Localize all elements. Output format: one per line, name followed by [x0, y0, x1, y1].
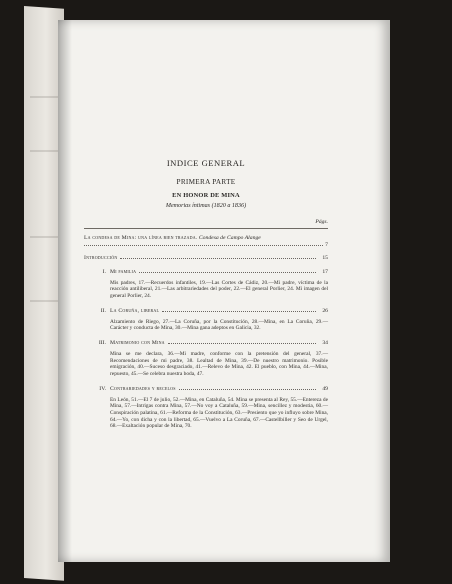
chapter-page: 49 — [322, 385, 328, 392]
chapter-page: 34 — [322, 339, 328, 346]
chapter-summary: Mis padres, 17.—Recuerdos infantiles, 19.—Las Cortes de Cádiz, 20.—Mi padre, víctima de la reacción antiliberal, 21.—Las arbitrariedades del poder, 22.—El general Porlier, 24. Mi imagen del general Porlier, 24. — [110, 279, 328, 299]
chapter-entry — [84, 269, 328, 300]
index-title: INDICE GENERAL — [166, 158, 246, 168]
chapter-page: 26 — [322, 307, 328, 314]
chapter-page: 17 — [322, 268, 328, 275]
chapter-entry — [84, 340, 328, 378]
chapter-number: III. — [98, 339, 106, 346]
prologue-title: La condesa de Mina: una línea bien trazada. — [84, 235, 198, 241]
pages-column-label: Págs. — [315, 219, 328, 225]
spine-shadow — [58, 20, 72, 562]
chapter-title: Matrimonio con Mina — [110, 339, 165, 346]
chapter-title: Mi familia — [110, 268, 137, 275]
chapter-summary: En León, 51.—El 7 de julio, 52.—Mina, en Cataluña, 54. Mina se presenta al Rey, 55.—Entereza de Mina, 57.—Intrigas contra Mina, 57.—No voy a Cataluña, 59.—Mina, sencillez y modestia, 60.—Conspiración palatina, 61.—Reforma de la Constitución, 63.—Presiento que yo influyo sobre Mina, 64.—Yo, con dicha y con la libertad, 65.—Vuelvo a La Coruña, 67.—Castellbiller y Seo de Urgel, 68.—Exaltación popular de Mina, 70. — [110, 396, 328, 430]
chapter-title: La Coruña, liberal — [110, 307, 160, 314]
chapter-title: Contrariedades y recelos — [110, 385, 176, 392]
dot-leader — [84, 245, 323, 246]
dot-leader — [139, 272, 316, 273]
bleed-through-line — [30, 300, 58, 302]
dot-leader — [120, 258, 316, 259]
chapter-number: IV. — [99, 385, 106, 392]
bleed-through-line — [30, 236, 58, 238]
dot-leader — [168, 343, 316, 344]
chapter-summary: Alzamiento de Riego, 27.—La Coruña, por la Constitución, 28.—Mina, en La Coruña, 29.—Carácter y conducta de Mina, 30.—Mina gana adeptos en Galicia, 32. — [110, 318, 328, 332]
bleed-through-line — [30, 96, 58, 98]
introduction-title: Introducción — [84, 255, 118, 262]
header-rule — [84, 228, 328, 229]
chapter-number: I. — [102, 268, 106, 275]
chapter-number: II. — [100, 307, 106, 314]
prologue-author: Condesa de Campo Alange — [198, 235, 261, 241]
chapter-entry — [84, 386, 328, 430]
dot-leader — [179, 389, 316, 390]
introduction-entry — [84, 255, 328, 262]
dot-leader — [162, 311, 316, 312]
prologue-page: 7 — [325, 242, 328, 249]
introduction-page: 15 — [322, 255, 328, 262]
part-date-range: Memorias íntimas (1820 a 1836) — [165, 203, 247, 209]
prologue-entry — [84, 235, 328, 249]
part-subtitle: EN HONOR DE MINA — [172, 192, 240, 199]
chapter-summary: Mina se me declara, 36.—Mi madre, conforme con la pretensión del general, 37.—Recomendaciones de mi padre, 38. Lealtad de Mina, 39.—De nuestro matrimonio. Posible emigración, 40.—Suceso desgraciado, 41.—Relevo de Mina, 42. El pueblo, con Mina, 44.—Mina, repuesto, 45.—Se celebra nuestra boda, 47. — [110, 351, 328, 377]
table-of-contents — [84, 158, 328, 438]
part-heading: PRIMERA PARTE — [176, 178, 236, 186]
chapter-entry — [84, 308, 328, 332]
bleed-through-line — [30, 150, 58, 152]
